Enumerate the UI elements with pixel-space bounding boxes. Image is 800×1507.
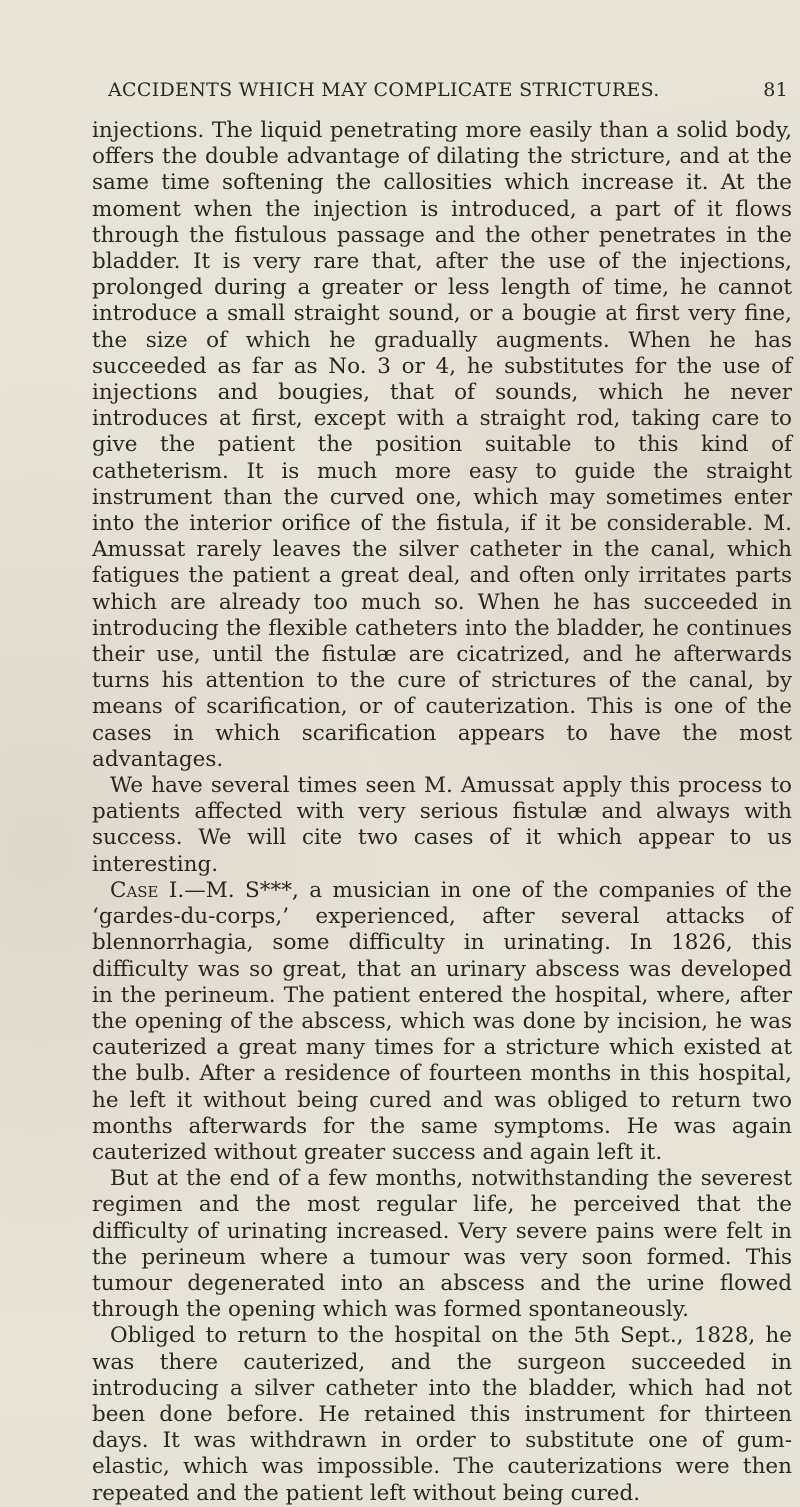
paragraph-case-one: [92, 878, 792, 1166]
paragraph-continuation: injections. The liquid penetrating more easily than a solid body, offers the double advantage of dilating the stricture, and at the same time softening the callosities which increase it. At the moment when the injection is introduced, a part of it flows through the fistulous passage and the other penetrates in the bladder. It is very rare that, after the use of the injections, prolonged during a greater or less length of time, he cannot introduce a small straight sound, or a bougie at first very fine, the size of which he gradually augments. When he has succeeded as far as No. 3 or 4, he substitutes for the use of injections and bougies, that of sounds, which he never introduces at first, except with a straight rod, taking care to give the patient the position suitable to this kind of catheterism. It is much more easy to guide the straight instrument than the curved one, which may sometimes enter into the interior orifice of the fistula, if it be considerable. M. Amussat rarely leaves the silver catheter in the canal, which fatigues the patient a great deal, and often only irritates parts which are already too much so. When he has succeeded in introducing the flexible catheters into the bladder, he continues their use, until the fistulæ are cicatrized, and he afterwards turns his attention to the cure of strictures of the canal, by means of scarification, or of cauterization. This is one of the cases in which scarification appears to have the most advantages.: [92, 118, 792, 772]
page-number: 81: [763, 79, 788, 101]
case-one-text: —M. S***, a musician in one of the companies of the ‘gardes-du-corps,’ experienced, after several attacks of blennorrhagia, some difficulty in urinating. In 1826, this difficulty was so great, that an urinary abscess was developed in the perineum. The patient entered the hospital, where, after the opening of the abscess, which was done by incision, he was cauterized a great many times for a stricture which existed at the bulb. After a residence of fourteen months in this hospital, he left it without being cured and was obliged to return two months afterwards for the same symptoms. He was again cauterized without greater success and again left it.: [92, 877, 792, 1165]
paragraph-return-hospital: Obliged to return to the hospital on the 5th Sept., 1828, he was there cauterized, and the surgeon succeeded in introducing a silver catheter into the bladder, which had not been done before. He retained this instrument for thirteen days. It was withdrawn in order to substitute one of gum-elastic, which was impossible. The cauterizations were then repeated and the patient left without being cured.: [92, 1323, 792, 1506]
body-text: [92, 118, 792, 1507]
paragraph-relapse: But at the end of a few months, notwithstanding the severest regimen and the most regular life, he perceived that the difficulty of urinating increased. Very severe pains were felt in the perineum where a tumour was very soon formed. This tumour degenerated into an abscess and the urine flowed through the opening which was formed spontaneously.: [92, 1166, 792, 1323]
running-head: [108, 79, 788, 101]
paragraph-amussat-success: We have several times seen M. Amussat apply this process to patients affected with very serious fistulæ and always with success. We will cite two cases of it which appear to us interesting.: [92, 773, 792, 877]
case-label: Case I.: [110, 877, 185, 903]
running-title: ACCIDENTS WHICH MAY COMPLICATE STRICTURES.: [108, 79, 660, 101]
